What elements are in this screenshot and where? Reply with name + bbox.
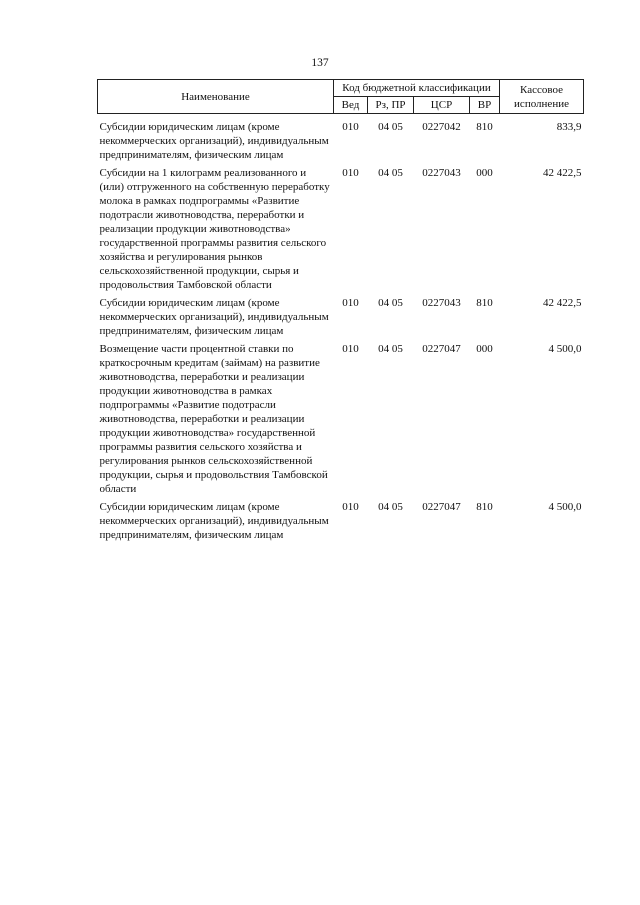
row-csr: 0227043 [422, 297, 461, 309]
row-name: Субсидии юридическим лицам (кроме некоммерческих организаций), индивидуальным предпринимателям, физическим лицам [99, 297, 329, 337]
row-csr: 0227042 [422, 121, 461, 133]
row-name: Субсидии юридическим лицам (кроме некоммерческих организаций), индивидуальным предпринимателям, физическим лицам [99, 501, 329, 541]
table-row [98, 162, 584, 292]
header-ved: Вед [334, 97, 368, 114]
budget-execution-table [97, 79, 584, 542]
row-vr: 810 [476, 501, 493, 513]
table-row [98, 338, 584, 496]
row-csr: 0227047 [422, 343, 461, 355]
header-amount: Кассовое исполнение [500, 80, 584, 114]
table-row [98, 292, 584, 338]
row-vr: 810 [476, 121, 493, 133]
row-csr: 0227047 [422, 501, 461, 513]
row-vr: 000 [476, 343, 493, 355]
page-number: 137 [311, 57, 329, 69]
row-ved: 010 [342, 343, 359, 355]
row-csr: 0227043 [422, 167, 461, 179]
header-code-group: Код бюджетной классификации [334, 80, 500, 97]
row-amount: 4 500,0 [548, 343, 582, 355]
row-rz-pr: 04 05 [378, 167, 403, 179]
row-name: Субсидии на 1 килограмм реализованного и (или) отгруженного на собственную переработку молока в рамках подпрограммы «Развитие подотрасли животноводства, переработки и реализации продукции животноводства» государственной программы развития сельского хозяйства и регулирования рынков сельскохозяйственной продукции, сырья и продовольствия Тамбовской области [99, 167, 330, 291]
header-vr: ВР [470, 97, 500, 114]
table-row [98, 496, 584, 542]
row-rz-pr: 04 05 [378, 121, 403, 133]
row-amount: 833,9 [556, 121, 582, 133]
row-ved: 010 [342, 297, 359, 309]
row-amount: 4 500,0 [548, 501, 582, 513]
row-vr: 000 [476, 167, 493, 179]
row-rz-pr: 04 05 [378, 501, 403, 513]
row-ved: 010 [342, 167, 359, 179]
header-csr: ЦСР [414, 97, 470, 114]
row-ved: 010 [342, 121, 359, 133]
row-amount: 42 422,5 [543, 297, 582, 309]
row-name: Возмещение части процентной ставки по краткосрочным кредитам (займам) на развитие животноводства, переработки и реализации продукции животноводства в рамках подпрограммы «Развитие подотрасли животноводства, переработки и реализации продукции животноводства» государственной программы развития сельского хозяйства и регулирования рынков сельскохозяйственной продукции, сырья и продовольствия Тамбовской области [99, 343, 328, 495]
row-ved: 010 [342, 501, 359, 513]
header-rz-pr: Рз, ПР [368, 97, 414, 114]
row-vr: 810 [476, 297, 493, 309]
header-name: Наименование [98, 80, 334, 114]
row-name: Субсидии юридическим лицам (кроме некоммерческих организаций), индивидуальным предпринимателям, физическим лицам [99, 121, 329, 161]
row-rz-pr: 04 05 [378, 297, 403, 309]
row-amount: 42 422,5 [543, 167, 582, 179]
table-row [98, 114, 584, 163]
row-rz-pr: 04 05 [378, 343, 403, 355]
